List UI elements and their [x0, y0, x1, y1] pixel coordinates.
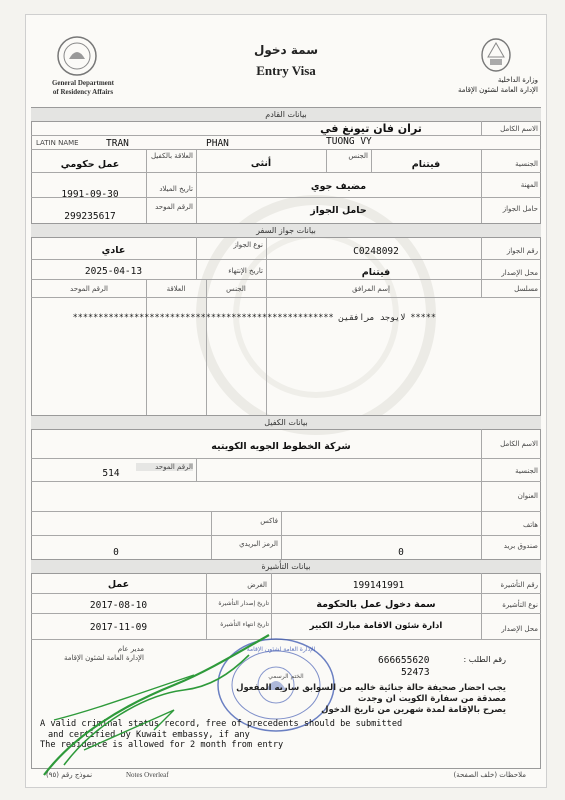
kuwait-emblem-icon	[476, 35, 516, 73]
gender-value: أنثى	[250, 158, 272, 169]
latin-name-3: TUONG VY	[326, 136, 372, 147]
sponsor-unified-no-value: 514	[102, 468, 120, 479]
dob-label: تاريخ الميلاد	[159, 185, 193, 193]
official-stamp-label: الختم الرسمي	[268, 673, 304, 680]
passport-expiry-label: تاريخ الإنتهاء	[228, 267, 263, 275]
ministry-name-ar: وزارة الداخلية الإدارة العامة لشئون الإقامة	[458, 76, 538, 94]
notes-overleaf: Notes Overleaf	[126, 771, 169, 779]
companion-col-relation: العلاقة	[166, 285, 186, 293]
passport-issue-place-value: فيتنام	[361, 267, 391, 278]
nationality-value: فيتنام	[411, 159, 441, 170]
sponsor-unified-no-label: الرقم الموحد	[136, 463, 193, 471]
latin-name-2: PHAN	[206, 138, 229, 149]
companion-col-gender: الجنس	[226, 285, 246, 293]
visa-expiry-date-value: 2017-11-09	[89, 622, 148, 633]
section-visitor-header: بيانات القادم	[31, 107, 541, 122]
notes-ar: يجب احضار صحيفة حالة جنائية خاليه من السوابق ساريه المفعول مصدقة من سفارة الكويت ان وجدت يصرح بالإقامة لمدة شهرين من تاريخ الدخول	[236, 683, 506, 715]
visa-number-label: رقم التأشيرة	[500, 581, 538, 589]
stamp-text: الإدارة العامة لشئون الإقامة	[246, 646, 316, 653]
notes-en: A valid criminal status record, free of precedents should be submitted and certified by Kuwait embassy, if any The residence is allowed for 2 month from entry	[40, 719, 403, 750]
visa-number-value: 199141991	[352, 580, 405, 591]
visa-expiry-date-label: تاريخ انتهاء التأشيرة	[220, 621, 269, 628]
sponsor-nationality-label: الجنسية	[515, 467, 538, 475]
sponsor-phone-label: هاتف	[522, 521, 538, 529]
passport-type-value: عادي	[101, 245, 126, 256]
passport-holder-label: حامل الجواز	[502, 205, 538, 213]
companion-col-serial: مسلسل	[514, 285, 538, 293]
passport-number-value: C0248092	[353, 246, 399, 257]
relation-value: عمل حكومي	[60, 159, 120, 170]
sponsor-pobox-label: صندوق بريد	[503, 542, 538, 550]
visa-purpose-value: عمل	[107, 579, 130, 590]
visa-type-label: نوع التأشيرة	[502, 601, 538, 609]
passport-holder-value: حامل الجواز	[310, 205, 367, 216]
sponsor-postal-code-label: الرمز البريدي	[239, 540, 278, 548]
latin-name-label: LATIN NAME	[36, 139, 79, 147]
notes-ar-footer: ملاحظات (خلف الصفحة)	[453, 771, 526, 779]
visa-issue-date-label: تاريخ إصدار التأشيرة	[218, 600, 269, 607]
handwritten-signature	[34, 615, 284, 785]
title-en: Entry Visa	[256, 63, 316, 78]
gender-label: الجنس	[348, 152, 368, 160]
nationality-label: الجنسية	[515, 160, 538, 168]
unified-no-label: الرقم الموحد	[155, 203, 193, 211]
visa-type-value: سمة دخول عمل بالحكومة	[316, 599, 436, 610]
request-number-value: 666655620	[378, 655, 430, 666]
visa-issue-date-value: 2017-08-10	[89, 600, 148, 611]
latin-name-1: TRAN	[106, 138, 129, 149]
residency-affairs-emblem-icon	[56, 35, 98, 77]
entry-visa-document	[25, 14, 547, 788]
unified-no-value: 299235617	[64, 211, 116, 222]
relation-label: العلاقة بالكفيل	[151, 152, 193, 160]
request-number-value-2: 52473	[401, 667, 430, 678]
visa-issue-place-value: ادارة شئون الاقامة مبارك الكبير	[309, 621, 443, 631]
occupation-value: مضيف جوي	[310, 181, 367, 192]
sponsor-fax-label: فاكس	[260, 517, 278, 525]
section-visa-header: بيانات التأشيرة	[31, 559, 541, 574]
form-number: نموذج رقم (٩٥)	[46, 771, 93, 779]
occupation-label: المهنة	[520, 181, 538, 189]
director-block: مدير عام الإدارة العامة لشئون الإقامة	[64, 645, 144, 662]
dob-value: 1991-09-30	[61, 189, 119, 200]
passport-expiry-value: 2025-04-13	[84, 266, 143, 277]
passport-type-label: نوع الجواز	[233, 241, 263, 249]
companion-col-unified-no: الرقم الموحد	[70, 285, 108, 293]
visa-purpose-label: الغرض	[247, 581, 267, 589]
passport-number-label: رقم الجواز	[506, 247, 538, 255]
visitor-full-name-label: الاسم الكامل	[500, 125, 538, 133]
sponsor-postal-code-value: 0	[113, 547, 119, 558]
passport-issue-place-label: محل الإصدار	[501, 269, 538, 277]
sponsor-address-label: العنوان	[517, 492, 538, 500]
department-name-en: General Department of Residency Affairs	[51, 79, 114, 96]
companion-col-name: إسم المرافق	[352, 285, 390, 293]
sponsor-full-name-value: شركة الخطوط الجويه الكويتيه	[211, 441, 351, 452]
request-number-label: رقم الطلب :	[463, 655, 506, 664]
section-passport-header: بيانات جواز السفر	[31, 223, 541, 238]
sponsor-full-name-label: الاسم الكامل	[500, 440, 538, 448]
sponsor-pobox-value: 0	[398, 547, 404, 558]
title-ar: سمة دخول	[253, 43, 319, 57]
visitor-full-name-value: تران فان تيونغ في	[320, 122, 422, 135]
companions-note: ***** لايوجد مرافقين ***************************************************	[72, 313, 436, 323]
visa-issue-place-label: محل الإصدار	[501, 625, 538, 633]
section-sponsor-header: بيانات الكفيل	[31, 415, 541, 430]
